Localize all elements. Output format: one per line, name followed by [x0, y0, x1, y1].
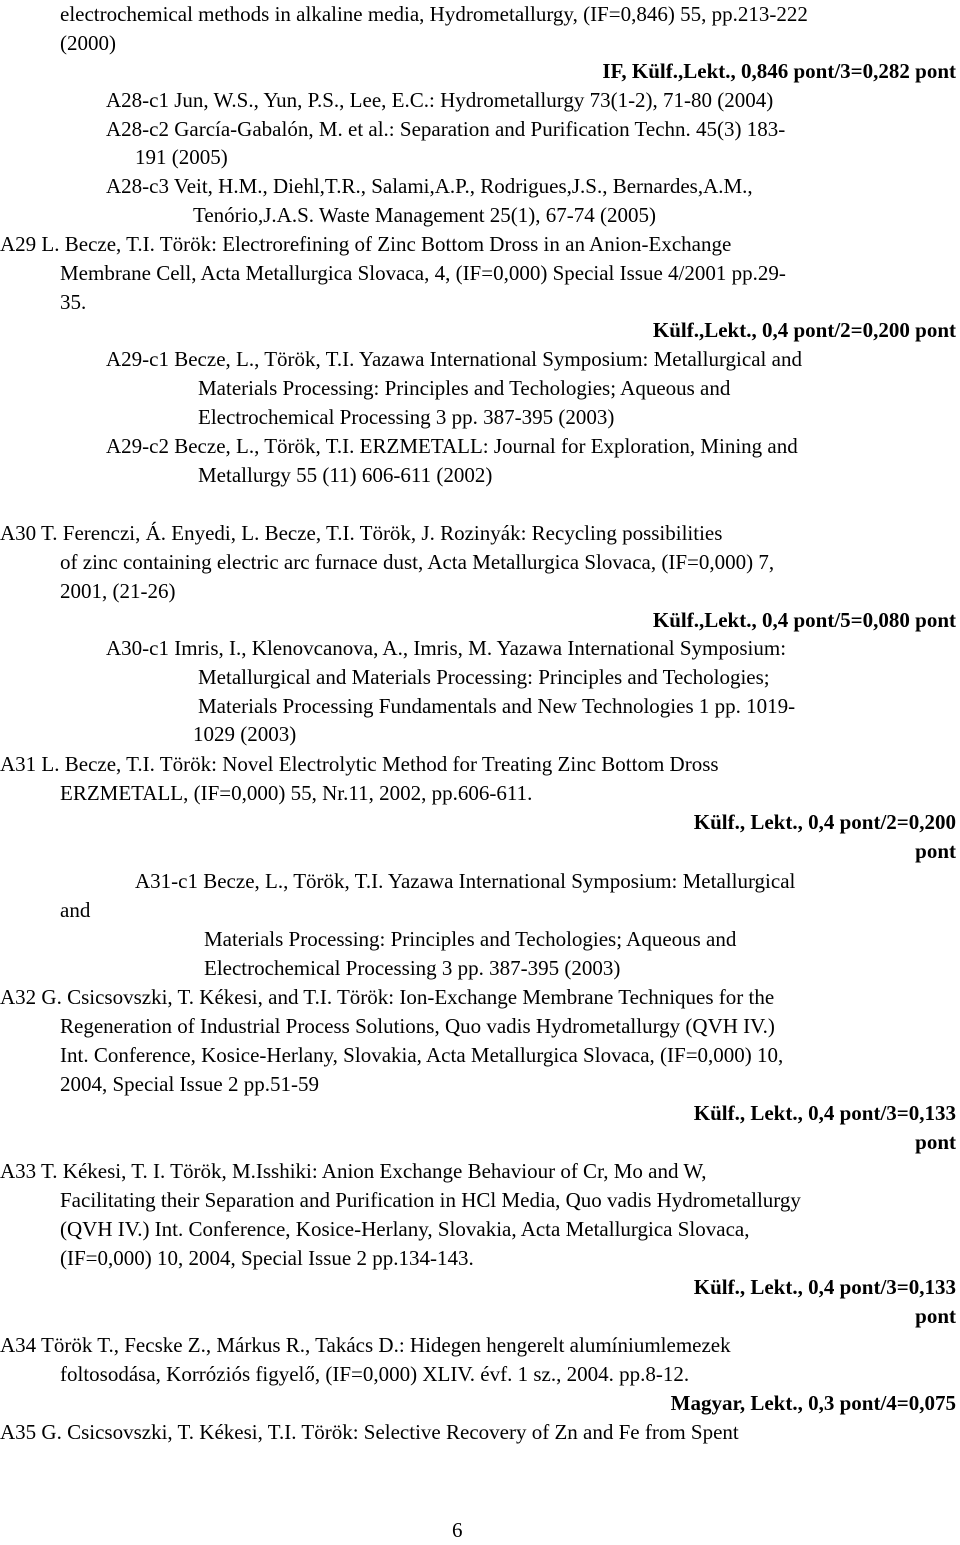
text-line: Tenório,J.A.S. Waste Management 25(1), 67-74 (2005): [193, 203, 657, 227]
text-line: Materials Processing Fundamentals and New Technologies 1 pp. 1019-: [198, 694, 796, 718]
text-line: of zinc containing electric arc furnace dust, Acta Metallurgica Slovaca, (IF=0,000) 7,: [60, 550, 775, 574]
citation-line: A29-c1 Becze, L., Török, T.I. Yazawa International Symposium: Metallurgical and: [106, 347, 802, 371]
entry-line: A32 G. Csicsovszki, T. Kékesi, and T.I. Török: Ion-Exchange Membrane Techniques for the: [0, 985, 775, 1009]
text-line: Int. Conference, Kosice-Herlany, Slovakia, Acta Metallurgica Slovaca, (IF=0,000) 10,: [60, 1043, 784, 1067]
citation-line: A28-c1 Jun, W.S., Yun, P.S., Lee, E.C.: Hydrometallurgy 73(1-2), 71-80 (2004): [106, 88, 774, 112]
text-line: ERZMETALL, (IF=0,000) 55, Nr.11, 2002, pp.606-611.: [60, 781, 533, 805]
score-line: pont: [915, 1304, 956, 1328]
text-line: 191 (2005): [135, 145, 228, 169]
text-line: Electrochemical Processing 3 pp. 387-395 (2003): [198, 405, 615, 429]
entry-line: A33 T. Kékesi, T. I. Török, M.Isshiki: Anion Exchange Behaviour of Cr, Mo and W,: [0, 1159, 707, 1183]
citation-line: A29-c2 Becze, L., Török, T.I. ERZMETALL: Journal for Exploration, Mining and: [106, 434, 798, 458]
entry-line: A31 L. Becze, T.I. Török: Novel Electrolytic Method for Treating Zinc Bottom Dross: [0, 752, 719, 776]
entry-line: A35 G. Csicsovszki, T. Kékesi, T.I. Török: Selective Recovery of Zn and Fe from Spent: [0, 1420, 739, 1444]
text-line: Materials Processing: Principles and Techologies; Aqueous and: [204, 927, 737, 951]
score-line: IF, Külf.,Lekt., 0,846 pont/3=0,282 pont: [602, 59, 956, 83]
text-line: electrochemical methods in alkaline media, Hydrometallurgy, (IF=0,846) 55, pp.213-222: [60, 2, 808, 26]
score-line: Külf.,Lekt., 0,4 pont/5=0,080 pont: [652, 608, 956, 632]
text-line: and: [60, 898, 91, 922]
citation-line: A31-c1 Becze, L., Török, T.I. Yazawa International Symposium: Metallurgical: [135, 869, 796, 893]
text-line: Materials Processing: Principles and Techologies; Aqueous and: [198, 376, 731, 400]
entry-line: A29 L. Becze, T.I. Török: Electrorefining of Zinc Bottom Dross in an Anion-Exchange: [0, 232, 732, 256]
score-line: pont: [915, 839, 956, 863]
score-line: Külf.,Lekt., 0,4 pont/2=0,200 pont: [652, 318, 956, 342]
text-line: 35.: [60, 290, 87, 314]
entry-line: A30 T. Ferenczi, Á. Enyedi, L. Becze, T.I. Török, J. Rozinyák: Recycling possibilities: [0, 521, 723, 545]
text-line: foltosodása, Korróziós figyelő, (IF=0,000) XLIV. évf. 1 sz., 2004. pp.8-12.: [60, 1362, 690, 1386]
citation-line: A28-c3 Veit, H.M., Diehl,T.R., Salami,A.P., Rodrigues,J.S., Bernardes,A.M.,: [106, 174, 753, 198]
text-line: Regeneration of Industrial Process Solutions, Quo vadis Hydrometallurgy (QVH IV.): [60, 1014, 775, 1038]
text-line: Metallurgical and Materials Processing: Principles and Techologies;: [198, 665, 770, 689]
text-line: Electrochemical Processing 3 pp. 387-395 (2003): [204, 956, 621, 980]
citation-line: A28-c2 García-Gabalón, M. et al.: Separation and Purification Techn. 45(3) 183-: [106, 117, 786, 141]
text-line: (QVH IV.) Int. Conference, Kosice-Herlany, Slovakia, Acta Metallurgica Slovaca,: [60, 1217, 750, 1241]
text-line: 2004, Special Issue 2 pp.51-59: [60, 1072, 319, 1096]
score-line: pont: [915, 1130, 956, 1154]
entry-line: A34 Török T., Fecske Z., Márkus R., Takács D.: Hidegen hengerelt alumíniumlemezek: [0, 1333, 731, 1357]
text-line: (2000): [60, 31, 116, 55]
text-line: Facilitating their Separation and Purification in HCl Media, Quo vadis Hydrometallurgy: [60, 1188, 801, 1212]
score-line: Külf., Lekt., 0,4 pont/3=0,133: [693, 1101, 956, 1125]
text-line: Membrane Cell, Acta Metallurgica Slovaca, 4, (IF=0,000) Special Issue 4/2001 pp.29-: [60, 261, 786, 285]
score-line: Külf., Lekt., 0,4 pont/3=0,133: [693, 1275, 956, 1299]
score-line: Külf., Lekt., 0,4 pont/2=0,200: [693, 810, 956, 834]
text-line: (IF=0,000) 10, 2004, Special Issue 2 pp.134-143.: [60, 1246, 474, 1270]
text-line: 2001, (21-26): [60, 579, 176, 603]
citation-line: A30-c1 Imris, I., Klenovcanova, A., Imris, M. Yazawa International Symposium:: [106, 636, 787, 660]
text-line: 1029 (2003): [193, 722, 297, 746]
page-number: 6: [452, 1518, 463, 1542]
text-line: Metallurgy 55 (11) 606-611 (2002): [198, 463, 493, 487]
score-line: Magyar, Lekt., 0,3 pont/4=0,075: [670, 1391, 956, 1415]
